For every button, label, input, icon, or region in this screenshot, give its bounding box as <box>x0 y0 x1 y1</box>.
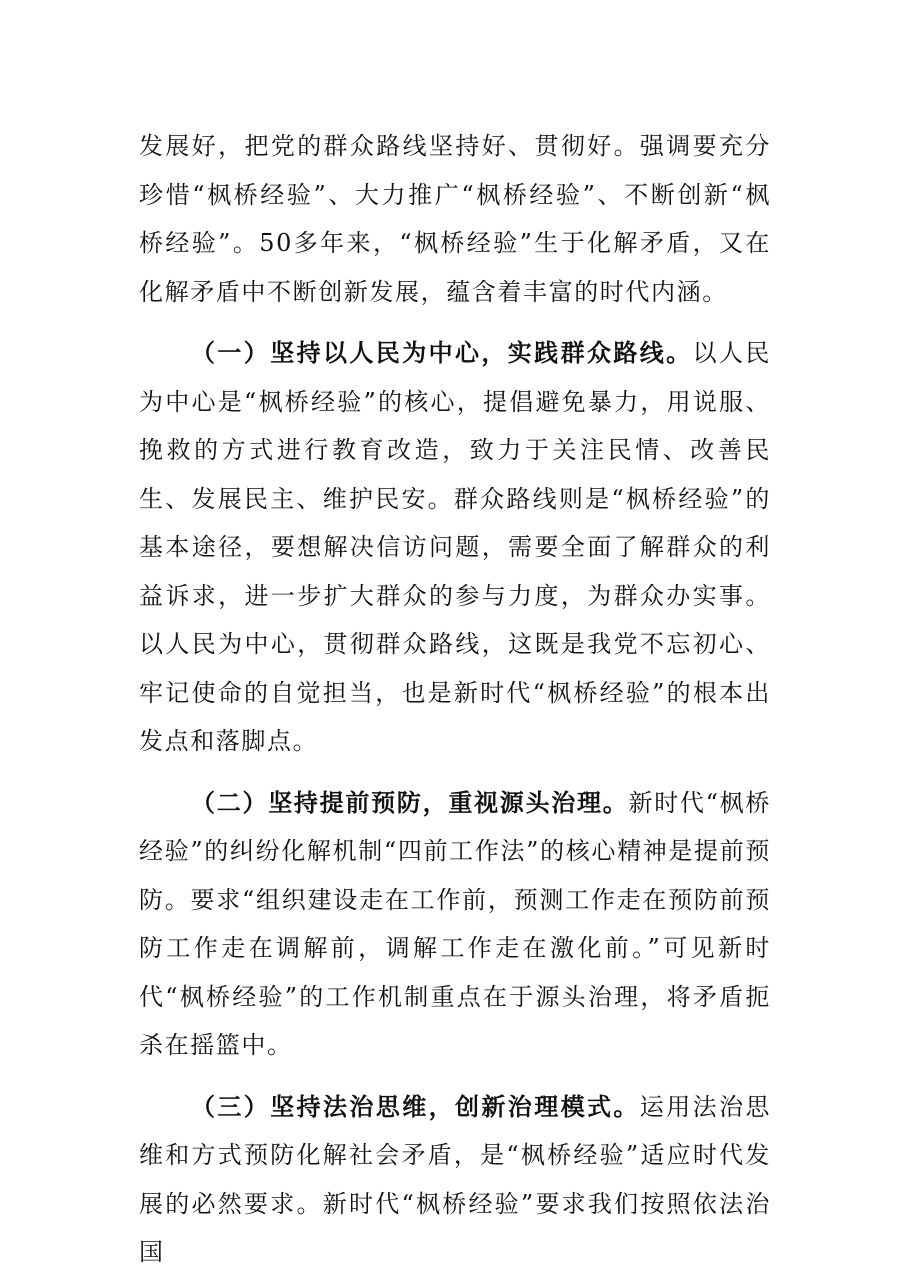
section-heading: （三）坚持法治思维，创新治理模式。 <box>191 1091 640 1121</box>
section-heading: （二）坚持提前预防，重视源头治理。 <box>191 787 629 817</box>
section-heading: （一）坚持以人民为中心，实践群众路线。 <box>191 338 693 367</box>
paragraph-text: 运用法治思维和方式预防化解社会矛盾，是“枫桥经验”适应时代发展的必然要求。新时代“枫桥经验”要求我们按照依法治国 <box>139 1092 771 1266</box>
paragraph-section-2 <box>139 779 771 1070</box>
paragraph-text: 新时代“枫桥经验”的纠纷化解机制“四前工作法”的核心精神是提前预防。要求“组织建设走在工作前，预测工作走在预防前预防工作走在调解前，调解工作走在激化前。”可见新时代“枫桥经验”的工作机制重点在于源头治理，将矛盾扼杀在摇篮中。 <box>139 788 772 1059</box>
paragraph-text: 发展好，把党的群众路线坚持好、贯彻好。强调要充分珍惜“枫桥经验”、大力推广“枫桥经验”、不断创新“枫桥经验”。50多年来，“枫桥经验”生于化解矛盾，又在化解矛盾中不断创新发展，蕴含着丰富的时代内涵。 <box>139 132 771 306</box>
paragraph-section-3 <box>139 1083 771 1277</box>
document-page <box>139 122 771 1277</box>
paragraph-text: 以人民为中心是“枫桥经验”的核心，提倡避免暴力，用说服、挽救的方式进行教育改造，致力于关注民情、改善民生、发展民主、维护民安。群众路线则是“枫桥经验”的基本途径，要想解决信访问题，需要全面了解群众的利益诉求，进一步扩大群众的参与力度，为群众办实事。以人民为中心，贯彻群众路线，这既是我党不忘初心、牢记使命的自觉担当，也是新时代“枫桥经验”的根本出发点和落脚点。 <box>139 339 771 755</box>
paragraph-continuation <box>139 122 771 316</box>
paragraph-section-1 <box>139 329 771 766</box>
